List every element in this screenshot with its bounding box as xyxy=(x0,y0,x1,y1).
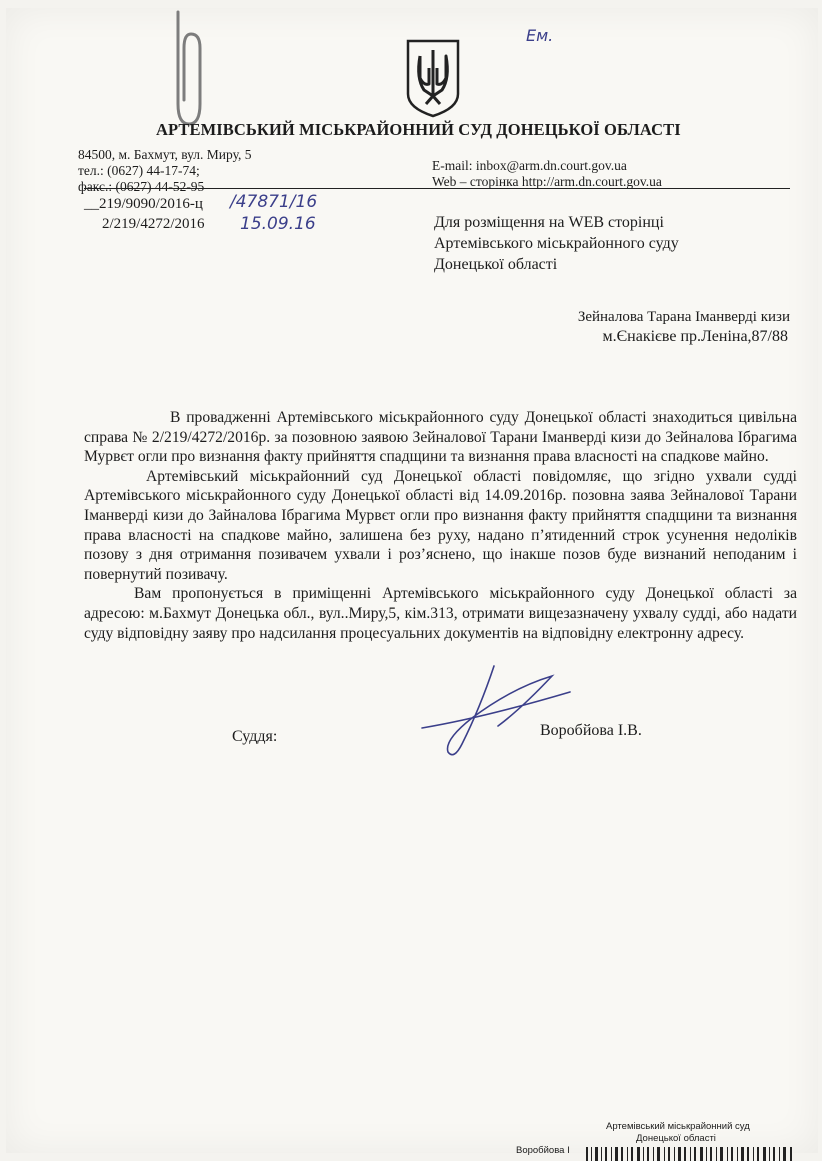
header-divider xyxy=(84,188,790,189)
body-paragraph-1: В провадженні Артемівського міськрайонного суду Донецької області знаходиться цивільна справа № 2/219/4272/2016р. за позовною заявою Зейналової Тарани Іманверді кизи до Зейналова Ібрагима Мурвєт огли про визнання факту прийняття спадщини та визнання права власності на спадкове майно. xyxy=(84,409,797,466)
letter-body xyxy=(84,408,797,643)
web-notice-line1: Для розміщення на WEB сторінці xyxy=(434,214,664,231)
web-notice-line2: Артемівського міськрайонного суду xyxy=(434,235,679,252)
court-website: Web – сторінка http://arm.dn.court.gov.ua xyxy=(432,174,662,189)
handwritten-signature-icon xyxy=(402,648,582,768)
web-notice xyxy=(434,212,679,275)
top-handwritten-note: Ем. xyxy=(526,26,554,45)
court-phone: тел.: (0627) 44-17-74; xyxy=(78,163,200,178)
recipient-name: Зейналова Тарана Іманверді кизи xyxy=(577,309,790,325)
footer-stamp-author: Воробйова І xyxy=(516,1145,570,1156)
footer-stamp-region: Донецької області xyxy=(636,1133,716,1144)
court-email: E-mail: inbox@arm.dn.court.gov.ua xyxy=(432,158,627,173)
document-page xyxy=(6,8,818,1156)
barcode-icon xyxy=(586,1147,796,1161)
case-number: 2/219/4272/2016 xyxy=(102,216,205,232)
court-title: АРТЕМІВСЬКИЙ МІСЬКРАЙОННИЙ СУД ДОНЕЦЬКОЇ ОБЛАСТІ xyxy=(156,120,681,139)
body-paragraph-2: Артемівський міськрайонний суд Донецької області повідомляє, що згідно ухвали судді Артемівського міськрайонного суду Донецької області від 14.09.2016р. позовна заява Зейналової Тарани Іманверді кизи до Зайналова Ібрагима Мурвєт огли про визнання факту прийняття спадщини та визнання права власності на спадкове майно, залишена без руху, надано п’ятиденний строк усунення недоліків позову з дня отримання позивачем ухвали і роз’яснено, що інакше позов буде визнаний неподаним і повернутий позивачу. xyxy=(84,467,797,583)
court-fax: факс.: (0627) 44-52-95 xyxy=(78,179,205,194)
recipient-address: м.Єнакієве пр.Леніна,87/88 xyxy=(602,328,788,345)
handwritten-date: 15.09.16 xyxy=(240,214,316,234)
outgoing-number: __219/9090/2016-ц xyxy=(84,196,203,212)
court-address: 84500, м. Бахмут, вул. Миру, 5 xyxy=(78,147,252,162)
paperclip-icon xyxy=(158,8,208,130)
handwritten-outgoing-number: /47871/16 xyxy=(230,192,318,212)
trident-coat-of-arms-icon xyxy=(404,38,462,118)
body-paragraph-3: Вам пропонується в приміщенні Артемівського міськрайонного суду Донецької області за адресою: м.Бахмут Донецька обл., вул..Миру,5, кім.313, отримати вищезазначену ухвалу судді, або надати суду відповідну заяву про надсилання процесуальних документів на відповідну електронну адресу. xyxy=(84,585,797,642)
web-notice-line3: Донецької області xyxy=(434,256,558,273)
footer-stamp-court: Артемівський міськрайонний суд xyxy=(606,1121,750,1132)
judge-name: Воробйова І.В. xyxy=(540,722,642,739)
judge-label: Суддя: xyxy=(232,728,278,745)
